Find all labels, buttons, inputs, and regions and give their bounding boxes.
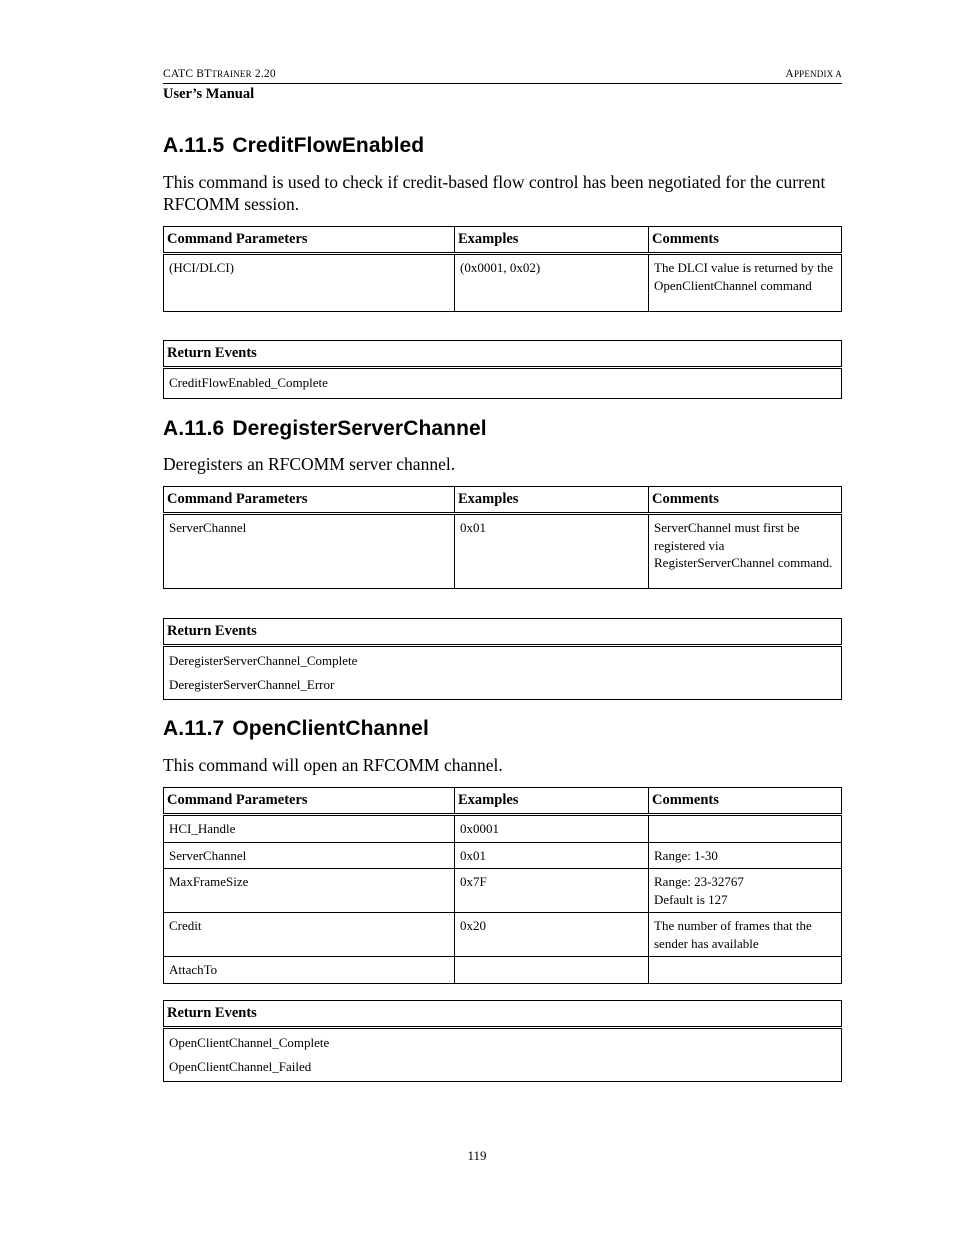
- command-parameters-table: [163, 226, 842, 312]
- event-item: DeregisterServerChannel_Complete: [169, 653, 358, 668]
- running-header: [163, 66, 842, 84]
- column-header: Comments: [649, 227, 842, 254]
- column-header: Comments: [649, 487, 842, 514]
- table-cell: ServerChannel must first be registered via RegisterServerChannel command.: [649, 514, 842, 589]
- column-header: Command Parameters: [164, 788, 455, 815]
- section-description: This command will open an RFCOMM channel.: [163, 755, 503, 775]
- section-description: Deregisters an RFCOMM server channel.: [163, 454, 456, 474]
- table-row: [164, 254, 842, 312]
- table-header-row: [164, 227, 842, 254]
- table-cell: [649, 957, 842, 984]
- table-cell: Range: 1-30: [649, 842, 842, 869]
- table-cell: HCI_Handle: [164, 815, 455, 843]
- table-row: [164, 646, 842, 700]
- table-cell: ServerChannel: [164, 514, 455, 589]
- section-description: This command is used to check if credit-based flow control has been negotiated for the current RFCOMM session.: [163, 172, 826, 214]
- table-cell: AttachTo: [164, 957, 455, 984]
- table-cell: 0x20: [455, 913, 649, 957]
- column-header: Return Events: [164, 619, 842, 646]
- table-row: [164, 869, 842, 913]
- event-item: OpenClientChannel_Failed: [169, 1058, 312, 1074]
- event-item: CreditFlowEnabled_Complete: [169, 375, 328, 390]
- table-cell: (0x0001, 0x02): [455, 254, 649, 312]
- column-header: Command Parameters: [164, 227, 455, 254]
- table-cell: MaxFrameSize: [164, 869, 455, 913]
- event-item: OpenClientChannel_Complete: [169, 1035, 330, 1050]
- table-cell: 0x01: [455, 514, 649, 589]
- table-cell: [649, 815, 842, 843]
- return-events-table: [163, 340, 842, 399]
- return-events-table: [163, 618, 842, 700]
- section-heading: A.11.6 DeregisterServerChannel: [163, 417, 487, 440]
- column-header: Return Events: [164, 1001, 842, 1028]
- column-header: Examples: [455, 227, 649, 254]
- table-cell: ServerChannel: [164, 842, 455, 869]
- table-row: [164, 957, 842, 984]
- table-cell: Credit: [164, 913, 455, 957]
- header-appendix: APPENDIX A: [785, 68, 842, 80]
- table-cell: The DLCI value is returned by the OpenClientChannel command: [649, 254, 842, 312]
- table-cell: 0x0001: [455, 815, 649, 843]
- command-parameters-table: [163, 486, 842, 589]
- section-heading: A.11.7 OpenClientChannel: [163, 717, 429, 740]
- column-header: Return Events: [164, 341, 842, 368]
- table-row: [164, 368, 842, 399]
- header-product: CATC BTTRAINER 2.20: [163, 68, 276, 80]
- table-row: [164, 514, 842, 589]
- table-header-row: [164, 788, 842, 815]
- table-row: [164, 1028, 842, 1082]
- page-number: 119: [467, 1148, 487, 1163]
- column-header: Comments: [649, 788, 842, 815]
- header-subtitle: User’s Manual: [163, 86, 255, 102]
- column-header: Examples: [455, 487, 649, 514]
- table-row: [164, 815, 842, 843]
- table-cell: (HCI/DLCI): [164, 254, 455, 312]
- return-events-table: [163, 1000, 842, 1082]
- table-cell: Range: 23-32767 Default is 127: [649, 869, 842, 913]
- table-cell: [455, 957, 649, 984]
- table-cell: The number of frames that the sender has available: [649, 913, 842, 957]
- table-cell: 0x7F: [455, 869, 649, 913]
- table-cell: 0x01: [455, 842, 649, 869]
- table-row: [164, 913, 842, 957]
- table-row: [164, 842, 842, 869]
- column-header: Examples: [455, 788, 649, 815]
- command-parameters-table: [163, 787, 842, 984]
- event-item: DeregisterServerChannel_Error: [169, 676, 335, 692]
- column-header: Command Parameters: [164, 487, 455, 514]
- table-header-row: [164, 487, 842, 514]
- section-heading: A.11.5 CreditFlowEnabled: [163, 134, 425, 157]
